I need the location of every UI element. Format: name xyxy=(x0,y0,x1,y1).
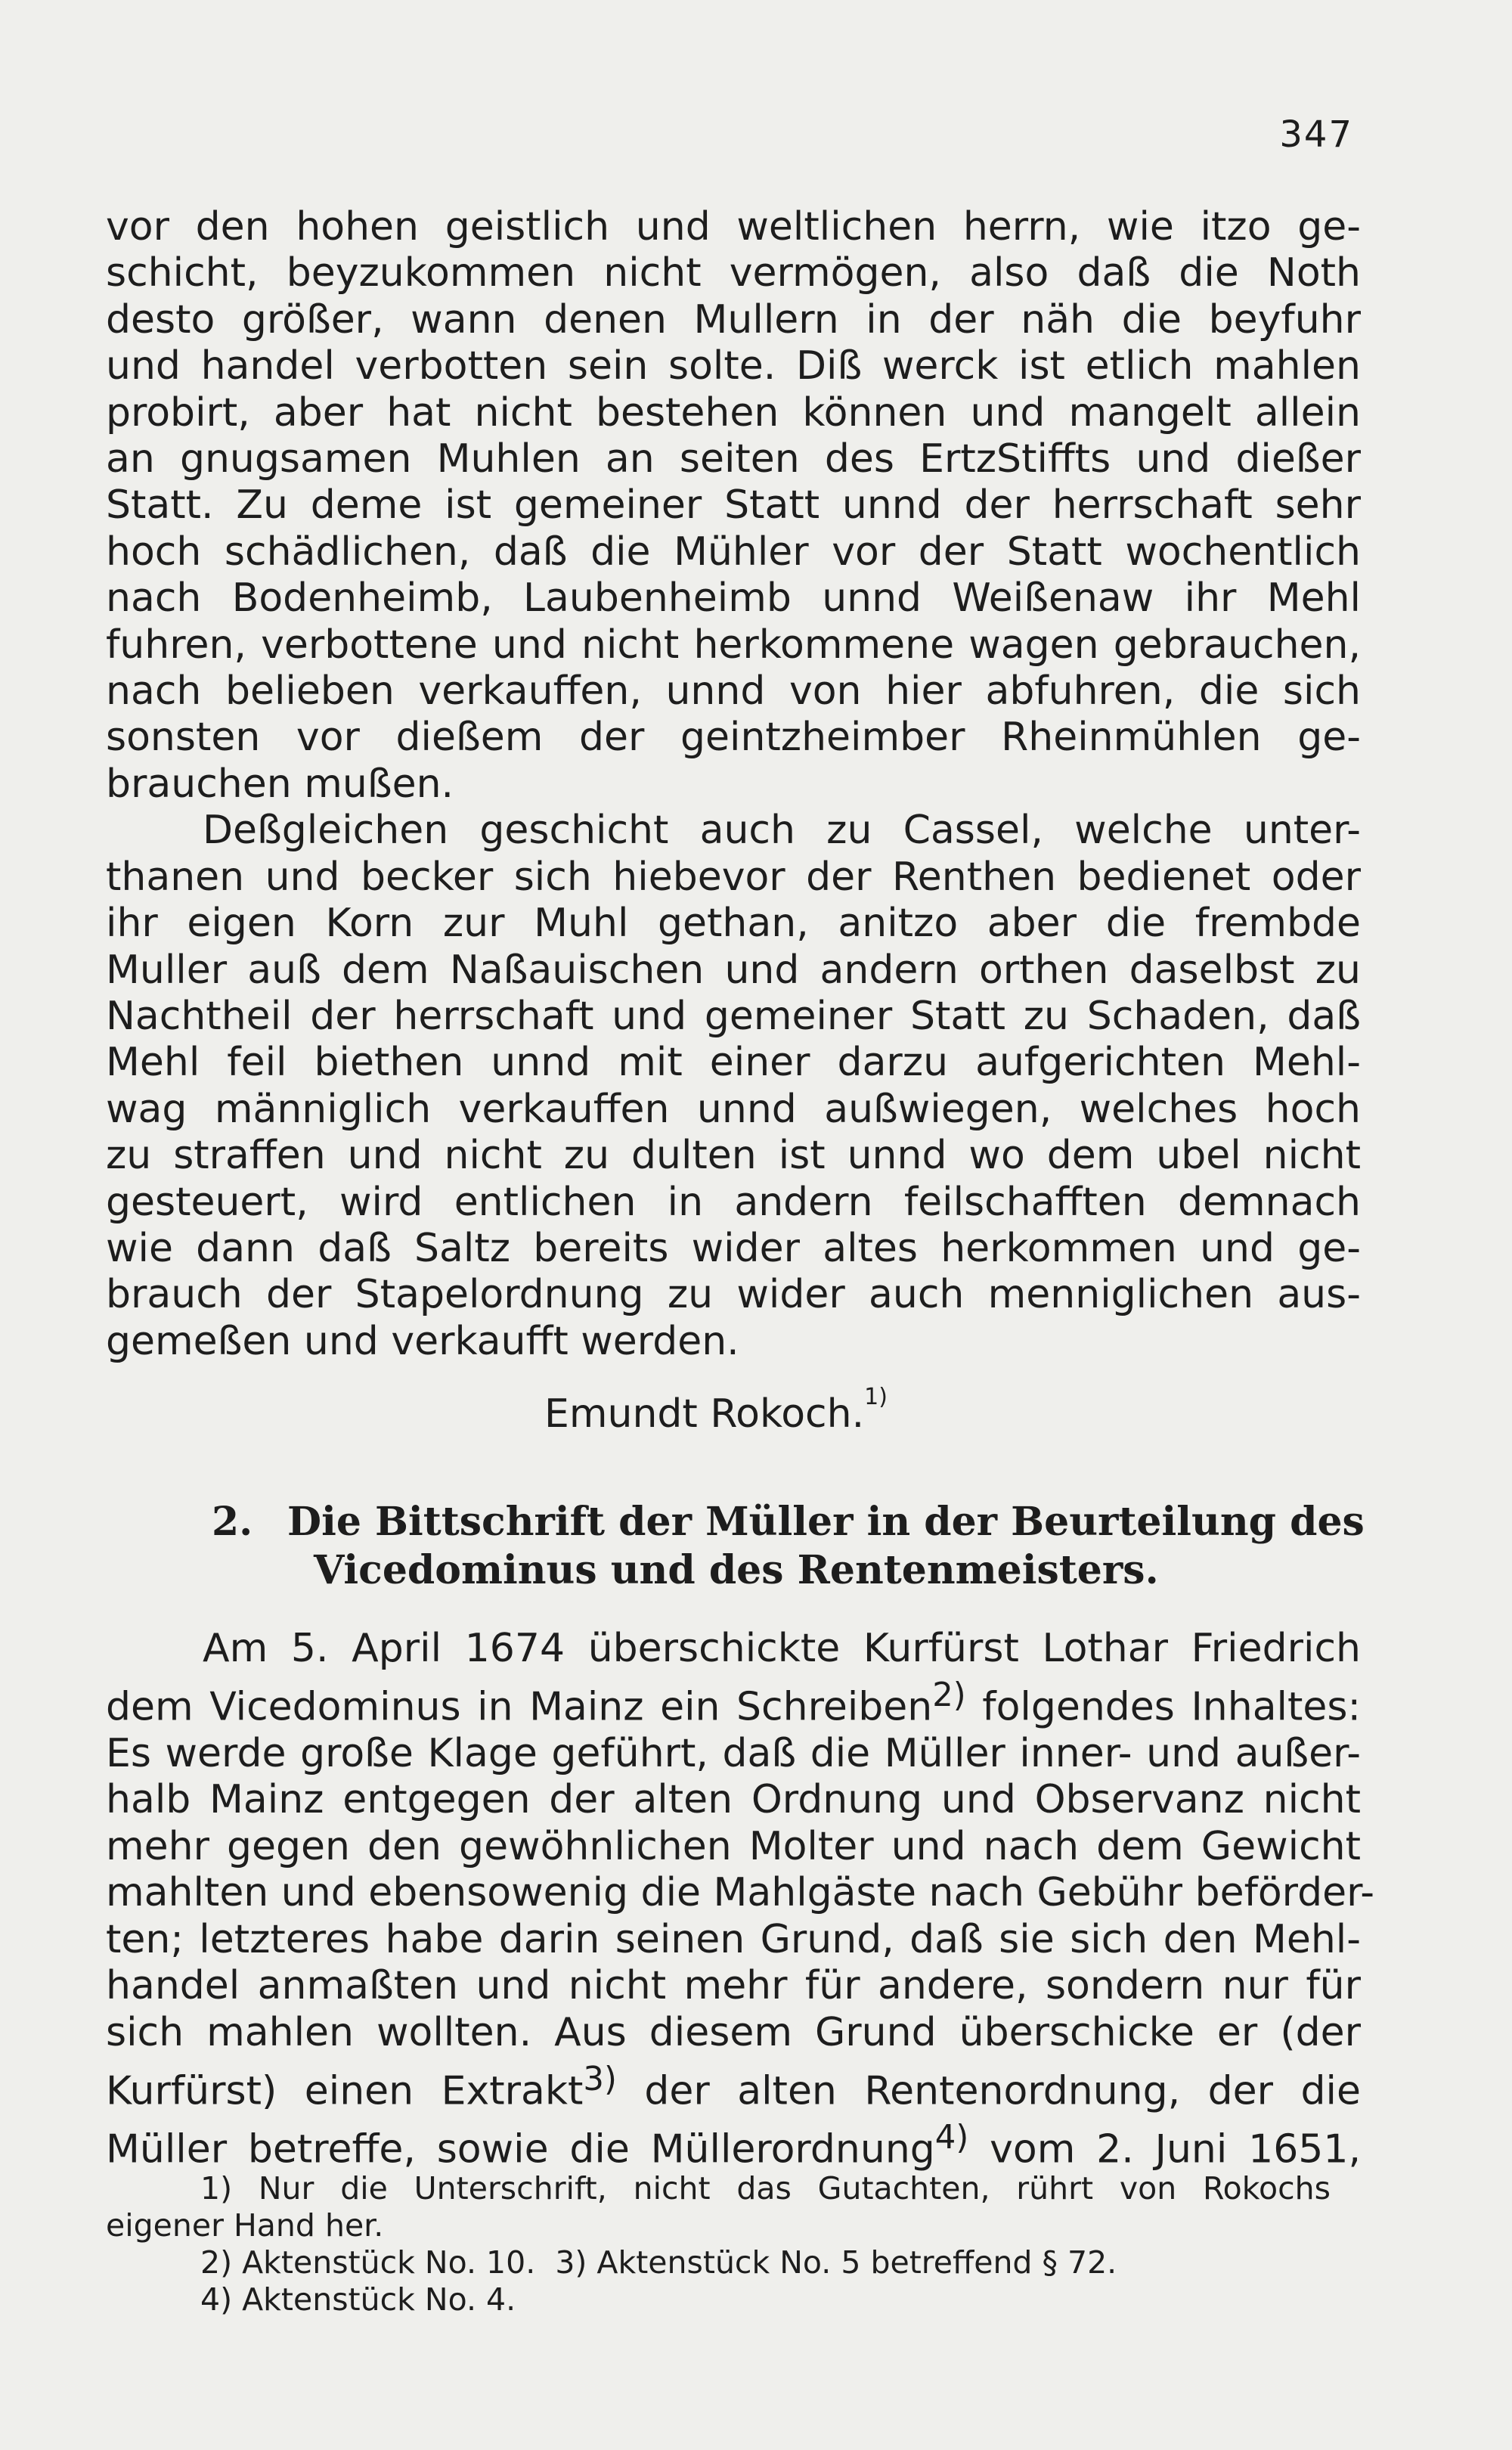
text-line: Nachtheil der herrschaft und gemeiner Statt zu Schaden, daß xyxy=(106,993,1361,1039)
footnote-1-cont: eigener Hand her. xyxy=(106,2207,384,2244)
text-line: dem Vicedominus in Mainz ein Schreiben$^{2)}$ folgendes Inhaltes: xyxy=(106,1676,1361,1729)
text-line: Müller betreffe, sowie die Müllerordnung$^{4)}$ vom 2. Juni 1651, xyxy=(106,2118,1361,2172)
footnote-2-3 xyxy=(106,2244,1331,2281)
text-line: thanen und becker sich hiebevor der Renthen bedienet oder xyxy=(106,854,1361,900)
section-number: 2. xyxy=(212,1499,253,1545)
text-line: Kurfürst) einen Extrakt$^{3)}$ der alten Rentenordnung, der die xyxy=(106,2060,1361,2114)
text-line: wie dann daß Saltz bereits wider altes herkommen und ge- xyxy=(106,1225,1361,1271)
heading-line-1: Die Bittschrift der Müller in der Beurteilung des xyxy=(287,1499,1365,1545)
footnote-marker: 1) xyxy=(864,1384,888,1410)
text-line: fuhren, verbottene und nicht herkommene wagen gebrauchen, xyxy=(106,622,1361,668)
footnote-marker: 4) xyxy=(934,2118,969,2157)
text-line: brauchen mußen. xyxy=(106,761,454,807)
text-line: Muller auß dem Naßauischen und andern orthen daselbst zu xyxy=(106,947,1361,993)
text-line: sonsten vor dießem der geintzheimber Rheinmühlen ge- xyxy=(106,715,1361,761)
text-line: schicht, beyzukommen nicht vermögen, also daß die Noth xyxy=(106,250,1361,296)
text-line: brauch der Stapelordnung zu wider auch menniglichen aus- xyxy=(106,1272,1361,1318)
text-line: ten; letzteres habe darin seinen Grund, daß sie sich den Mehl- xyxy=(106,1916,1361,1962)
text-line: zu straffen und nicht zu dulten ist unnd wo dem ubel nicht xyxy=(106,1133,1361,1179)
heading-line-2: Vicedominus und des Rentenmeisters. xyxy=(314,1547,1159,1593)
text-line: halb Mainz entgegen der alten Ordnung und Observanz nicht xyxy=(106,1777,1361,1823)
paragraph-3 xyxy=(106,1626,1374,2173)
footnotes xyxy=(106,2170,1331,2318)
footnote-4: 4) Aktenstück No. 4. xyxy=(200,2281,516,2318)
footnote-marker: 2) xyxy=(932,1676,966,1714)
footnote-1: 1) Nur die Unterschrift, nicht das Gutachten, rührt von Rokochs xyxy=(200,2170,1331,2207)
paragraph-1 xyxy=(106,204,1361,1365)
text-line: desto größer, wann denen Mullern in der näh die beyfuhr xyxy=(106,296,1361,343)
text-line: Es werde große Klage geführt, daß die Müller inner- und außer- xyxy=(106,1730,1361,1776)
text-line: vor den hohen geistlich und weltlichen herrn, wie itzo ge- xyxy=(106,204,1361,250)
text-line: Statt. Zu deme ist gemeiner Statt unnd der herrschaft sehr xyxy=(106,482,1361,529)
text-line: probirt, aber hat nicht bestehen können und mangelt allein xyxy=(106,389,1361,436)
page-number: 347 xyxy=(1279,113,1353,156)
text-line: und handel verbotten sein solte. Diß werck ist etlich mahlen xyxy=(106,343,1361,389)
footnote-2: 2) Aktenstück No. 10. xyxy=(200,2244,536,2281)
text-line: ihr eigen Korn zur Muhl gethan, anitzo aber die frembde xyxy=(106,901,1361,947)
text-line: hoch schädlichen, daß die Mühler vor der Statt wochentlich xyxy=(106,529,1361,575)
text-line: nach Bodenheimb, Laubenheimb unnd Weißenaw ihr Mehl xyxy=(106,575,1361,622)
text-line: gesteuert, wird entlichen in andern feilschafften demnach xyxy=(106,1179,1361,1225)
signature-name: Emundt Rokoch. xyxy=(544,1391,865,1437)
text-line: gemeßen und verkaufft werden. xyxy=(106,1318,739,1364)
signature xyxy=(544,1384,888,1437)
text-line: nach belieben verkauffen, unnd von hier abfuhren, die sich xyxy=(106,668,1361,715)
footnote-3: 3) Aktenstück No. 5 betreffend § 72. xyxy=(555,2244,1117,2281)
text-line: Am 5. April 1674 überschickte Kurfürst Lothar Friedrich xyxy=(203,1626,1361,1671)
text-line: an gnugsamen Muhlen an seiten des ErtzStiffts und dießer xyxy=(106,436,1361,482)
text-line: handel anmaßten und nicht mehr für andere, sondern nur für xyxy=(106,1963,1361,2009)
text-line: mehr gegen den gewöhnlichen Molter und nach dem Gewicht xyxy=(106,1823,1361,1869)
text-line: Deßgleichen geschicht auch zu Cassel, welche unter- xyxy=(203,808,1361,854)
text-line: Mehl feil biethen unnd mit einer darzu aufgerichten Mehl- xyxy=(106,1040,1361,1086)
text-line: mahlten und ebensowenig die Mahlgäste nach Gebühr beförder- xyxy=(106,1870,1374,1916)
footnote-marker: 3) xyxy=(583,2060,617,2098)
text-line: wag männiglich verkauffen unnd außwiegen, welches hoch xyxy=(106,1086,1361,1132)
text-line: sich mahlen wollten. Aus diesem Grund überschicke er (der xyxy=(106,2010,1361,2056)
